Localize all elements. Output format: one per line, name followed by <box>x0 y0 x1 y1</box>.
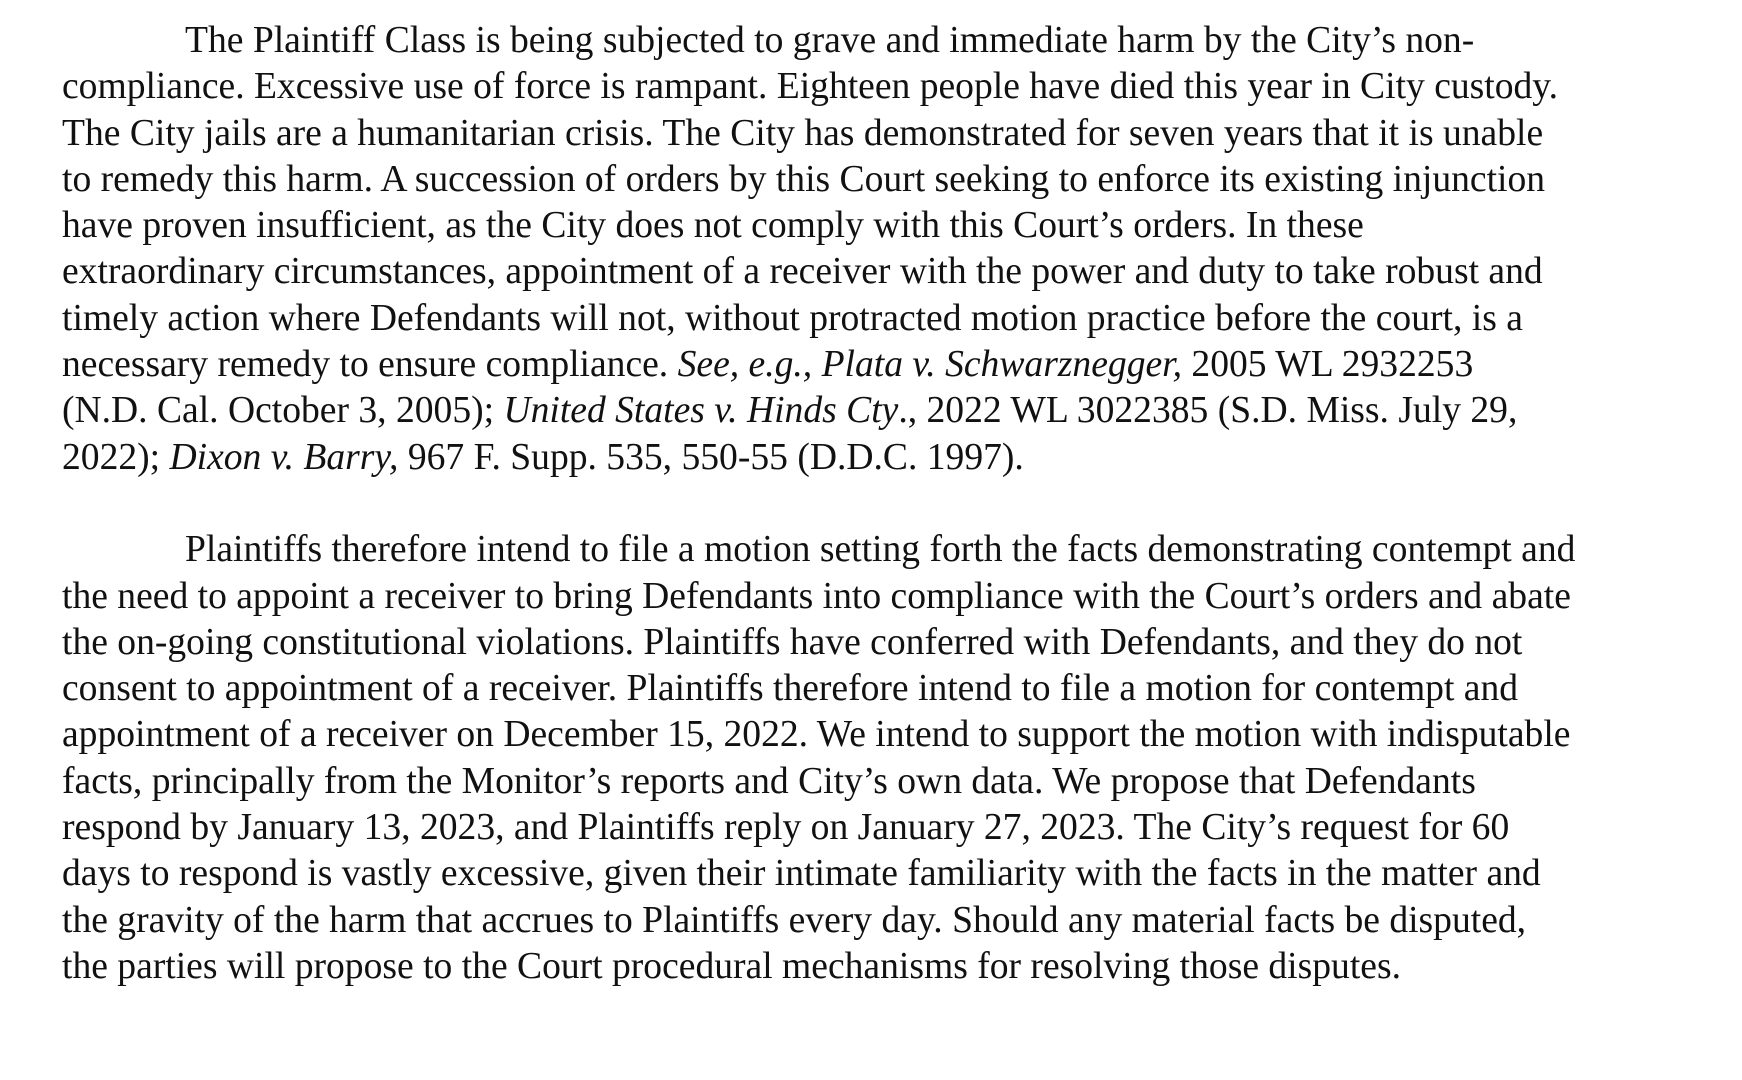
text-line <box>62 851 1702 897</box>
text-line <box>62 18 1702 64</box>
text-run: (N.D. Cal. October 3, 2005); <box>62 390 504 432</box>
text-line <box>62 157 1702 203</box>
document-body <box>62 18 1702 990</box>
text-line <box>62 435 1702 481</box>
text-run: 2022); <box>62 436 170 478</box>
text-run: the need to appoint a receiver to bring Defendants into compliance with the Court’s orders and abate <box>62 575 1571 617</box>
text-line <box>62 203 1702 249</box>
document-page <box>62 18 1702 990</box>
text-line <box>62 64 1702 110</box>
text-run: consent to appointment of a receiver. Plaintiffs therefore intend to file a motion for contempt and <box>62 668 1519 710</box>
paragraph-1 <box>62 18 1702 481</box>
text-run: Plaintiffs therefore intend to file a motion setting forth the facts demonstrating contempt and <box>185 529 1576 571</box>
text-line <box>62 296 1702 342</box>
text-run: facts, principally from the Monitor’s reports and City’s own data. We propose that Defendants <box>62 760 1476 802</box>
text-run: days to respond is vastly excessive, given their intimate familiarity with the facts in the matter and <box>62 853 1541 895</box>
case-citation: Dixon v. Barry, <box>169 436 399 478</box>
text-line <box>62 759 1702 805</box>
paragraph-gap <box>62 481 1702 527</box>
text-run: extraordinary circumstances, appointment of a receiver with the power and duty to take robust and <box>62 251 1543 293</box>
text-run: compliance. Excessive use of force is rampant. Eighteen people have died this year in City custody. <box>62 66 1559 108</box>
text-line <box>62 388 1702 434</box>
text-run: The Plaintiff Class is being subjected to grave and immediate harm by the City’s non- <box>185 20 1475 61</box>
text-run: to remedy this harm. A succession of orders by this Court seeking to enforce its existing injunction <box>62 158 1546 200</box>
text-line <box>62 527 1702 573</box>
text-run: 2005 WL 2932253 <box>1182 344 1474 386</box>
text-run: appointment of a receiver on December 15, 2022. We intend to support the motion with indisputable <box>62 714 1571 756</box>
text-run: the on-going constitutional violations. Plaintiffs have conferred with Defendants, and they do not <box>62 621 1523 663</box>
text-line <box>62 712 1702 758</box>
text-line <box>62 666 1702 712</box>
text-line <box>62 805 1702 851</box>
text-line <box>62 342 1702 388</box>
text-line <box>62 249 1702 295</box>
text-run: the gravity of the harm that accrues to Plaintiffs every day. Should any material facts be disputed, <box>62 899 1527 941</box>
text-run: ., 2022 WL 3022385 (S.D. Miss. July 29, <box>898 390 1518 432</box>
text-line <box>62 111 1702 157</box>
text-line <box>62 574 1702 620</box>
text-run: necessary remedy to ensure compliance. <box>62 344 678 386</box>
text-run: have proven insufficient, as the City does not comply with this Court’s orders. In these <box>62 205 1364 247</box>
text-run: timely action where Defendants will not, without protracted motion practice before the court, is a <box>62 297 1523 339</box>
text-run: the parties will propose to the Court procedural mechanisms for resolving those disputes. <box>62 945 1401 987</box>
case-citation: United States v. Hinds Cty <box>503 390 899 432</box>
text-run: 967 F. Supp. 535, 550-55 (D.D.C. 1997). <box>398 436 1024 478</box>
paragraph-2 <box>62 527 1702 990</box>
text-run: respond by January 13, 2023, and Plaintiffs reply on January 27, 2023. The City’s request for 60 <box>62 807 1510 849</box>
text-line <box>62 898 1702 944</box>
text-line <box>62 620 1702 666</box>
text-run: The City jails are a humanitarian crisis. The City has demonstrated for seven years that it is unable <box>62 112 1544 154</box>
case-citation: See, e.g., Plata v. Schwarznegger, <box>677 344 1183 386</box>
text-line <box>62 944 1702 990</box>
